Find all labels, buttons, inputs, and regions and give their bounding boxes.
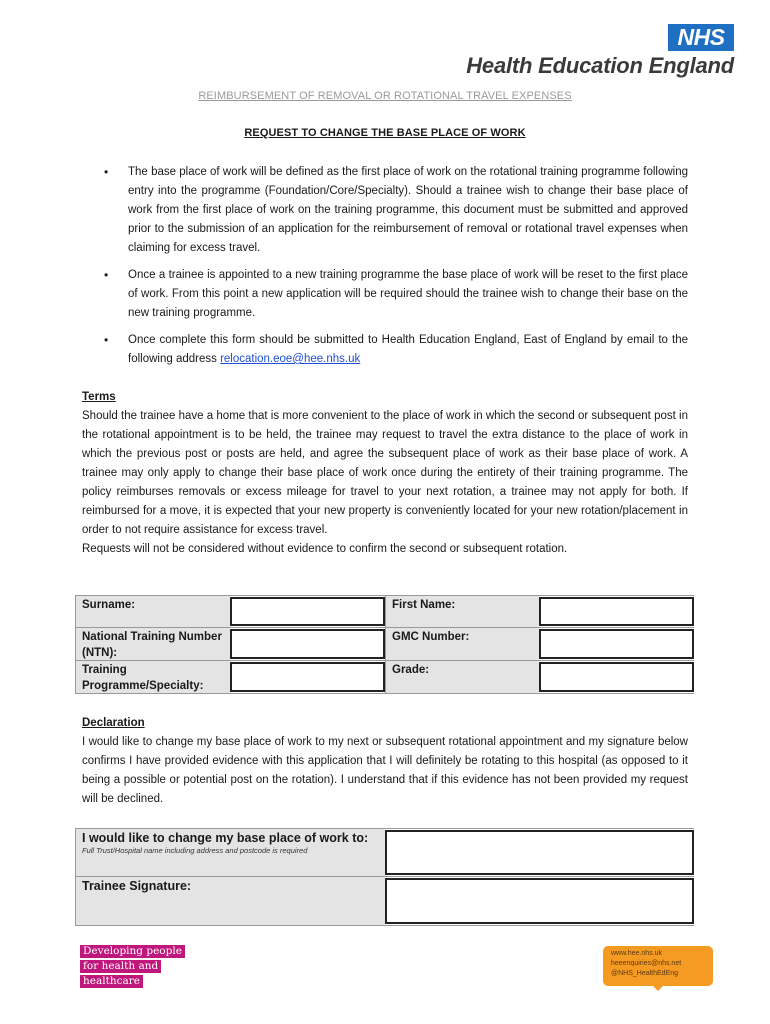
terms-note: Requests will not be considered without evidence to confirm the second or subsequent rotation. bbox=[82, 543, 568, 555]
twitter-text: @NHS_HealthEdEng bbox=[611, 970, 679, 977]
first-name-field[interactable] bbox=[539, 597, 694, 626]
page-title: REQUEST TO CHANGE THE BASE PLACE OF WORK bbox=[244, 127, 526, 139]
new-base-hint: Full Trust/Hospital name including address and postcode is required bbox=[82, 846, 308, 855]
programme-field[interactable] bbox=[230, 662, 385, 692]
tagline-line: healthcare bbox=[80, 975, 143, 988]
new-base-field[interactable] bbox=[385, 830, 694, 875]
signature-label-cell bbox=[75, 877, 385, 925]
bullet-icon: • bbox=[104, 268, 109, 282]
tagline-line: for health and bbox=[80, 960, 161, 973]
table-row bbox=[75, 877, 694, 926]
declaration-heading: Declaration bbox=[82, 717, 145, 729]
surname-field[interactable] bbox=[230, 597, 385, 626]
trainee-details-table bbox=[75, 595, 694, 694]
bullet-item bbox=[100, 266, 688, 323]
hee-logo bbox=[454, 24, 734, 84]
nhs-logo: NHS bbox=[668, 24, 734, 51]
surname-label: Surname: bbox=[75, 596, 230, 627]
website-text: www.hee.nhs.uk bbox=[611, 950, 662, 957]
table-row bbox=[75, 628, 694, 661]
terms-section bbox=[82, 388, 688, 559]
signature-field[interactable] bbox=[385, 878, 694, 924]
bullet-icon: • bbox=[104, 165, 109, 179]
new-base-label-cell bbox=[75, 829, 385, 876]
document-subtitle: REIMBURSEMENT OF REMOVAL OR ROTATIONAL TRAVEL EXPENSES bbox=[198, 90, 572, 102]
email-text: heeenquiries@nhs.net bbox=[611, 960, 682, 967]
new-base-label: I would like to change my base place of work to: bbox=[82, 831, 369, 845]
tagline-line: Developing people bbox=[80, 945, 185, 958]
grade-label: Grade: bbox=[385, 661, 539, 693]
terms-heading: Terms bbox=[82, 391, 116, 403]
signature-label: Trainee Signature: bbox=[82, 879, 192, 893]
email-link[interactable]: relocation.eoe@hee.nhs.uk bbox=[220, 353, 361, 365]
info-bullets bbox=[100, 163, 688, 377]
ntn-label: National Training Number (NTN): bbox=[75, 628, 230, 660]
grade-field[interactable] bbox=[539, 662, 694, 692]
ntn-field[interactable] bbox=[230, 629, 385, 659]
gmc-number-label: GMC Number: bbox=[385, 628, 539, 660]
bullet-text: Once a trainee is appointed to a new training programme the base place of work will be reset to the first place of work. From this point a new application will be required should the trainee wish to change their base on the new training programme. bbox=[128, 269, 688, 319]
org-name: Health Education England bbox=[466, 53, 734, 78]
contact-bubble bbox=[603, 946, 713, 986]
first-name-label: First Name: bbox=[385, 596, 539, 627]
tagline-logo bbox=[80, 945, 185, 990]
gmc-number-field[interactable] bbox=[539, 629, 694, 659]
table-row bbox=[75, 595, 694, 628]
terms-body: Should the trainee have a home that is more convenient to the place of work in which the second or subsequent post in the rotational appointment is to be held, the trainee may request to travel the extra distance to the place of work in which the previous post or posts are held, and agree the subsequent place of work as their base place of work. A trainee may only apply to change their base place of work once during the entirety of their training programme. The policy reimburses removals or excess mileage for travel to your next rotation, a trainee may not apply for both. If reimbursed for a move, it is expected that your new property is conveniently located for your new rotation/placement in order to not require assistance for excess travel. bbox=[82, 410, 688, 536]
table-row bbox=[75, 661, 694, 694]
declaration-body: I would like to change my base place of work to my next or subsequent rotational appointment and my signature below confirms I have provided evidence with this application that I will definitely be rotating to this hospital (as opposed to it being a possible or potential post on the rotation). I understand that if this evidence has not been provided my request will be declined. bbox=[82, 736, 688, 805]
bullet-text: The base place of work will be defined as the first place of work on the rotational training programme following entry into the programme (Foundation/Core/Specialty). Should a trainee wish to change their base place of work from the first place of work on the training programme, this document must be submitted and approved prior to the submission of an application for the reimbursement of removal or rotational travel expenses when claiming for excess travel. bbox=[128, 166, 688, 254]
table-row bbox=[75, 828, 694, 877]
bullet-item bbox=[100, 331, 688, 369]
declaration-section bbox=[82, 714, 688, 809]
programme-label: Training Programme/Specialty: bbox=[75, 661, 230, 693]
bullet-icon: • bbox=[104, 333, 109, 347]
bullet-text: Once complete this form should be submitted to Health Education England, East of England by email to the following address bbox=[128, 334, 688, 365]
declaration-table bbox=[75, 828, 694, 926]
bullet-item bbox=[100, 163, 688, 258]
